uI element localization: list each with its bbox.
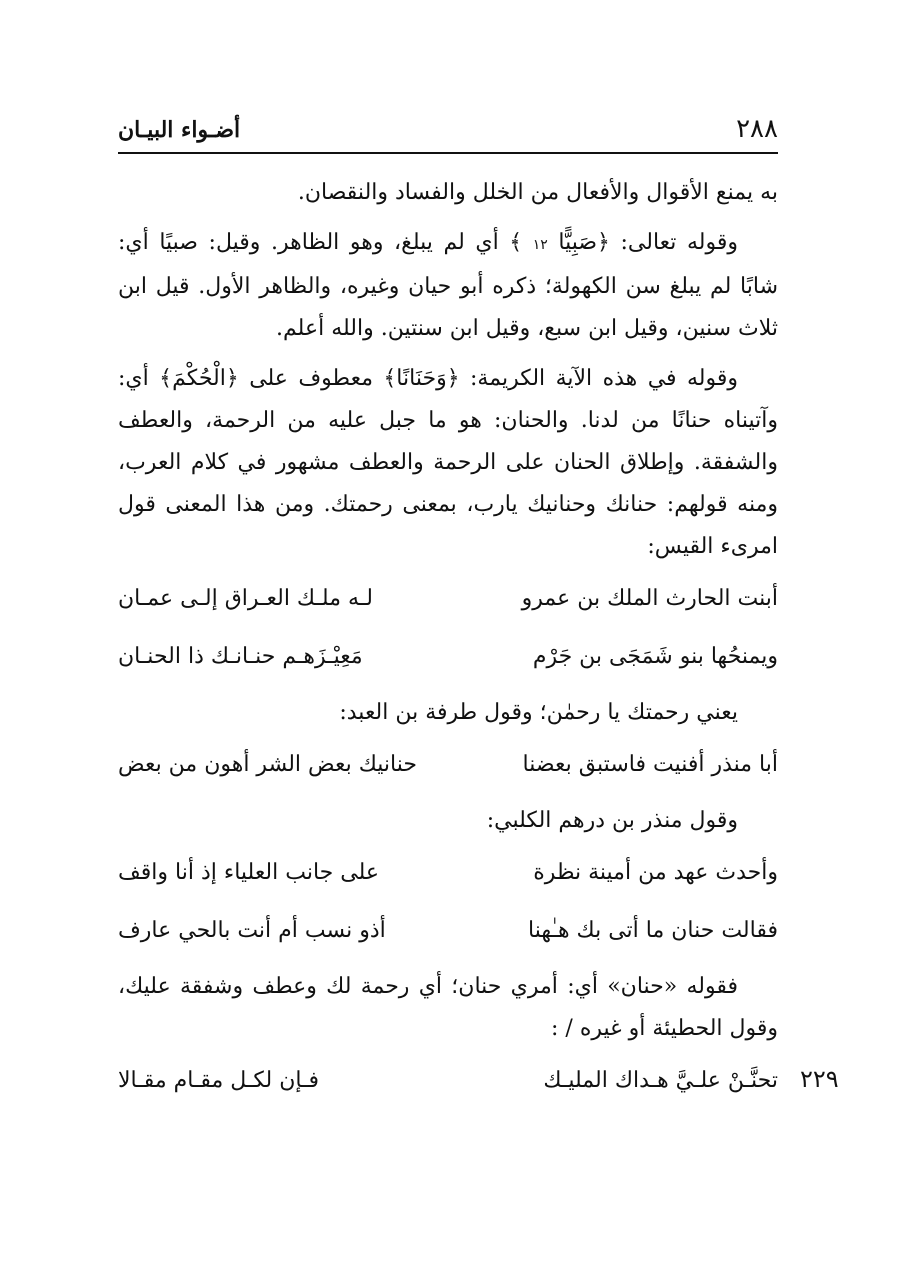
verse-second-hemistich: فـإن لكـل مقـام مقـالا: [118, 1068, 320, 1093]
page-body: [118, 172, 778, 1116]
poem-verse: [118, 634, 778, 680]
verse-second-hemistich: أذو نسب أم أنت بالحي عارف: [118, 918, 386, 943]
poem-verse: [118, 908, 778, 954]
poem-verse: [118, 576, 778, 622]
verse-first-hemistich: فقالت حنان ما أتى بك هـٰهنا: [528, 918, 778, 943]
paragraph-6: فقوله «حنان» أي: أمري حنان؛ أي رحمة لك وعطف وشفقة عليك، وقول الحطيئة أو غيره / :: [118, 974, 778, 1041]
poem-verse: [118, 1058, 778, 1104]
quran-quote-hukm: ﴿الْحُكْمَ﴾: [159, 366, 239, 391]
page-header: [118, 112, 778, 154]
page-number: ٢٨٨: [736, 114, 778, 144]
paragraph-5: وقول منذر بن درهم الكلبي:: [486, 808, 738, 833]
paragraph-2: [118, 222, 778, 350]
verse-first-hemistich: وأحدث عهد من أمينة نظرة: [533, 860, 778, 885]
book-title: أضـواء البيـان: [118, 117, 241, 143]
verse-second-hemistich: لـه ملـك العـراق إلـى عمـان: [118, 586, 373, 611]
paragraph-3-intro: وقوله في هذه الآية الكريمة:: [459, 366, 738, 391]
poem-verse: [118, 850, 778, 896]
paragraph-2-body: أي لم يبلغ، وهو الظاهر. وقيل: صبيًا أي: شابًا لم يبلغ سن الكهولة؛ ذكره أبو حيان وغيره، والظاهر الأول. قيل ابن ثلاث سنين، وقيل ابن سبع، وقيل ابن سنتين. والله أعلم.: [118, 230, 778, 341]
poem-verse: [118, 742, 778, 788]
quran-quote-sabiyya: ﴿صَبِيًّا: [558, 230, 610, 255]
paragraph-2-intro: وقوله تعالى:: [609, 230, 738, 255]
verse-first-hemistich: ويمنحُها بنو شَمَجَى بن جَرْم: [532, 644, 778, 669]
verse-second-hemistich: على جانب العلياء إذ أنا واقف: [118, 860, 380, 885]
quran-quote-close: ﴾: [509, 230, 523, 255]
verse-first-hemistich: أبنت الحارث الملك بن عمرو: [521, 586, 778, 611]
quran-quote-hanan: ﴿وَحَنَانًا﴾: [383, 366, 460, 391]
verse-first-hemistich: تحنَّـنْ علـيَّ هـداك المليـك: [543, 1068, 778, 1093]
paragraph-3-body: أي: وآتيناه حنانًا من لدنا. والحنان: هو ما جبل عليه من الرحمة، والعطف والشفقة. وإطلاق الحنان على الرحمة والعطف مشهور في كلام العرب، ومنه قولهم: حنانك وحنانيك يارب، بمعنى رحمتك. ومن هذا المعنى قول امرىء القيس:: [118, 366, 778, 559]
verse-first-hemistich: أبا منذر أفنيت فاستبق بعضنا: [522, 752, 778, 777]
verse-second-hemistich: حنانيك بعض الشر أهون من بعض: [118, 752, 417, 777]
verse-second-hemistich: مَعِيْـزَهـم حنـانـك ذا الحنـان: [118, 644, 363, 669]
quran-verse-number: ١٢: [532, 237, 548, 253]
paragraph-4: يعني رحمتك يا رحمٰن؛ وقول طرفة بن العبد:: [339, 700, 738, 725]
paragraph-1: به يمنع الأقوال والأفعال من الخلل والفساد والنقصان.: [297, 180, 778, 205]
paragraph-3-link: معطوف على: [238, 366, 384, 391]
margin-page-reference: ٢٢٩: [800, 1065, 839, 1093]
paragraph-3: [118, 358, 778, 568]
